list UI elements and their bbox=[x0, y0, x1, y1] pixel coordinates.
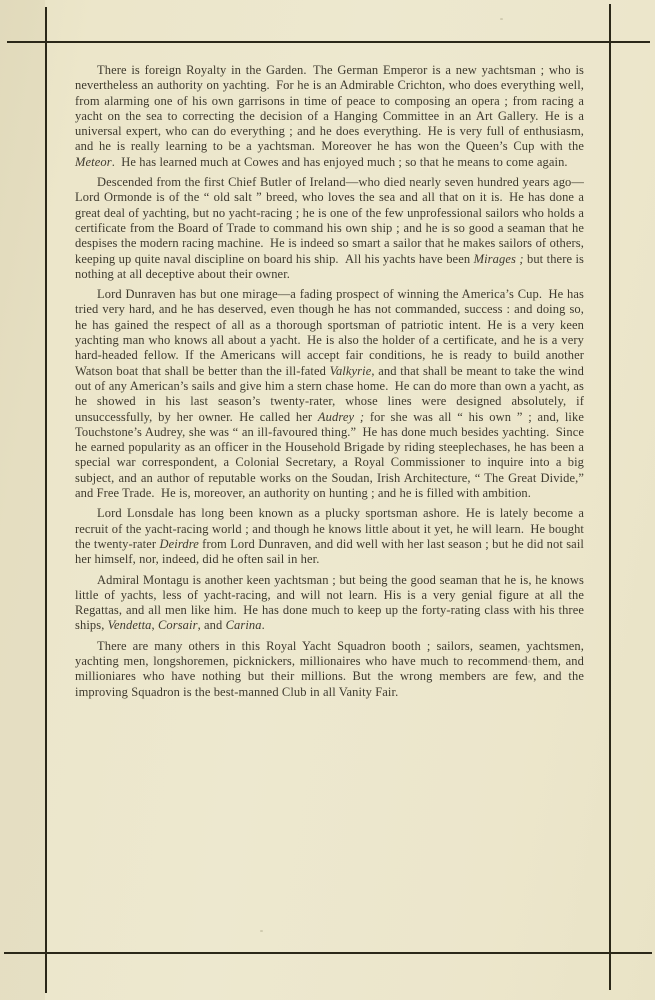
body-text: , and that shall be meant to take the wind out of any American’s sails and give him a stern chase home. He can do more than own a yacht, as he showed in his last season’s twenty-rater, whose lines were designed absolutely, if unsuccessfully, by her owner. He called her bbox=[75, 363, 584, 424]
body-text: for she was all “ his own ” ; and, like Touchstone’s Audrey, she was “ an ill-favoured thing.” He has done much besides yachting. Since he earned popularity as an officer in the Household Brigade by riding steeplechases, he has been a special war correspondent, a Colonial Secretary, a Royal Commissioner to inquire into a big subject, and an author of reputable works on the Soudan, Irish Architecture, “ The Great Divide,” and Free Trade. He is, moreover, an authority on hunting ; and he is filled with ambition. bbox=[75, 409, 584, 501]
text-column bbox=[75, 63, 584, 705]
italic-name: Carina bbox=[225, 618, 262, 633]
italic-name: Meteor bbox=[75, 154, 112, 169]
body-text: from Lord Dunraven, and did well with her last season ; but he did not sail her himself, nor, indeed, did he often sail in her. bbox=[75, 536, 584, 567]
body-text: Descended from the first Chief Butler of Ireland—who died nearly seven hundred years ago—Lord Ormonde is of the “ old salt ” breed, who loves the sea and all that on it is. He has done a great deal of yachting, but no yacht-racing ; he is one of the few unprofessional sailors who holds a certificate from the Board of Trade to command his own ship ; and he is so good a seaman that he despises the modern racing machine. He is indeed so smart a sailor that he makes sailors of others, keeping up quite naval discipline on board his ship. All his yachts have been bbox=[75, 175, 584, 266]
italic-name: Vendetta bbox=[107, 618, 152, 633]
paragraph-6 bbox=[75, 639, 584, 700]
italic-name: Mirages ; bbox=[473, 251, 524, 266]
body-text: . bbox=[261, 618, 265, 633]
paragraph-4 bbox=[75, 506, 584, 567]
paragraph-3 bbox=[75, 287, 584, 501]
verso-show-through bbox=[90, 878, 550, 893]
frame-rule-left bbox=[45, 7, 47, 993]
body-text: There is foreign Royalty in the Garden. The German Emperor is a new yachtsman ; who is nevertheless an authority on yachting. For he is an Admirable Crichton, who does everything well, from alarming one of his own garrisons in time of peace to composing an opera ; from racing a yacht on the sea to correcting the decision of a Hanging Committee in an Art Gallery. He is a universal expert, who can do everything ; and he does everything. He is very full of enthusiasm, and he is really learning to be a yachtsman. Moreover he has won the Queen’s Cup with the bbox=[75, 63, 584, 154]
body-text: Lord Dunraven has but one mirage—a fading prospect of winning the America’s Cup. He has tried very hard, and he has deserved, even though he has not commanded, success : and doing so, he has gained the respect of all as a thorough sportsman of patriotic intent. He is a very keen yachting man who knows all about a yacht. He is also the holder of a certificate, and he is a very hard-headed fellow. If the Americans will accept fair conditions, he is ready to build another Watson boat that shall be better than the ill-fated bbox=[75, 287, 584, 378]
body-text: Lord Lonsdale has long been known as a plucky sportsman ashore. He is lately become a recruit of the yacht-racing world ; and though he knows little about it yet, he will learn. He bought the twenty-rater bbox=[75, 506, 584, 551]
italic-name: Valkyrie bbox=[329, 363, 372, 378]
paragraph-5 bbox=[75, 573, 584, 634]
frame-rule-bottom bbox=[4, 952, 652, 954]
body-text: . He has learned much at Cowes and has enjoyed much ; so that he means to come again. bbox=[111, 154, 568, 169]
body-text: , and bbox=[197, 618, 226, 633]
paragraph-2 bbox=[75, 175, 584, 282]
paragraph-1 bbox=[75, 63, 584, 170]
frame-rule-right bbox=[609, 4, 611, 990]
paper-speck bbox=[260, 930, 263, 932]
italic-name: Deirdre bbox=[159, 536, 199, 551]
italic-name: Audrey ; bbox=[317, 409, 365, 424]
frame-rule-top bbox=[7, 41, 650, 43]
body-text: Admiral Montagu is another keen yachtsman ; but being the good seaman that he is, he knows little of yachts, less of yacht-racing, and will not learn. His is a very genial figure at all the Regattas, and all men like him. He has done much to keep up the forty-rating class with his three ships, bbox=[75, 572, 584, 633]
body-text: but there is nothing at all deceptive about their owner. bbox=[75, 251, 585, 281]
body-text: , bbox=[151, 618, 158, 633]
paper-speck bbox=[500, 18, 503, 20]
italic-name: Corsair bbox=[157, 618, 198, 633]
body-text: There are many others in this Royal Yacht Squadron booth ; sailors, seamen, yachtsmen, yachting men, longshoremen, picknickers, millionaires who have much to recommend them, and millioniares who have nothing but their millions. But the wrong members are few, and the improving Squadron is the best-manned Club in all Vanity Fair. bbox=[75, 638, 584, 699]
